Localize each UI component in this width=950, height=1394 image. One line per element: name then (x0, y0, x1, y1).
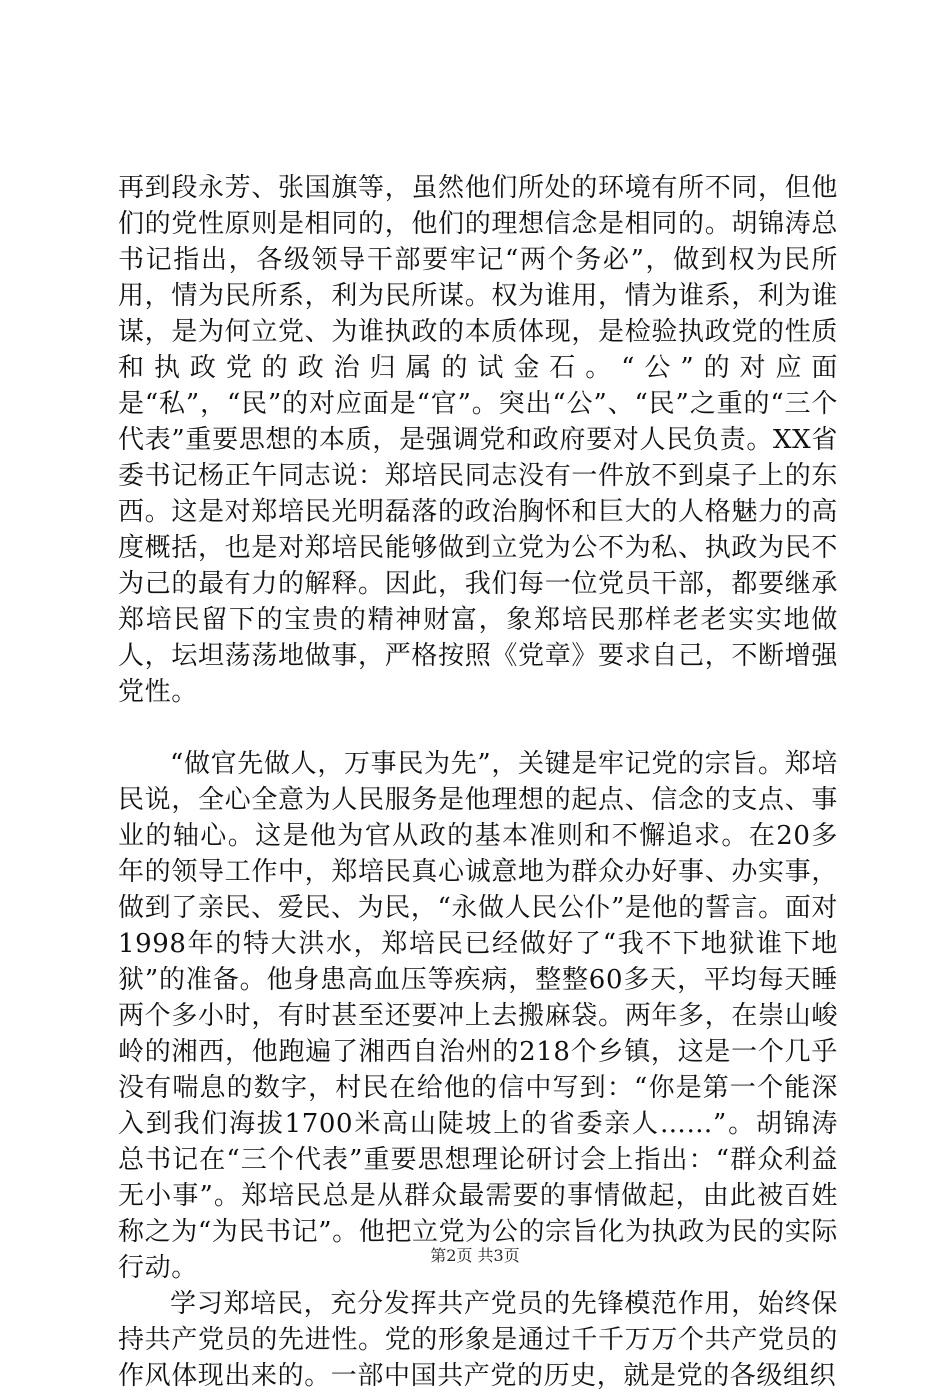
paragraph-zheng-peimin-service: “做官先做人，万事民为先”，关键是牢记党的宗旨。郑培民说，全心全意为人民服务是他理想的起点、信念的支点、事业的轴心。这是他为官从政的基本准则和不懈追求。在20多年的领导工作中，郑培民真心诚意地为群众办好事、办实事，做到了亲民、爱民、为民，“永做人民公仆”是他的誓言。面对1998年的特大洪水，郑培民已经做好了“我不下地狱谁下地狱”的准备。他身患高血压等疾病，整整60多天，平均每天睡两个多小时，有时甚至还要冲上去搬麻袋。两年多，在崇山峻岭的湘西，他跑遍了湘西自治州的218个乡镇，这是一个几乎没有喘息的数字，村民在给他的信中写到：“你是第一个能深入到我们海拔1700米高山陡坡上的省委亲人……”。胡锦涛总书记在“三个代表”重要思想理论研讨会上指出：“群众利益无小事”。郑培民总是从群众最需要的事情做起，由此被百姓称之为“为民书记”。他把立党为公的宗旨化为执政为民的实际行动。 (118, 749, 838, 1283)
paragraph-continued: 再到段永芳、张国旗等，虽然他们所处的环境有所不同，但他们的党性原则是相同的，他们的理想信念是相同的。胡锦涛总书记指出，各级领导干部要牢记“两个务必”，做到权为民所用，情为民所系，利为民所谋。权为谁用，情为谁系，利为谁谋，是为何立党、为谁执政的本质体现，是检验执政党的性质和执政党的政治归属的试金石。“公”的对应面是“私”，“民”的对应面是“官”。突出“公”、“民”之重的“三个代表”重要思想的本质，是强调党和政府要对人民负责。XX省委书记杨正午同志说：郑培民同志没有一件放不到桌子上的东西。这是对郑培民光明磊落的政治胸怀和巨大的人格魅力的高度概括，也是对郑培民能够做到立党为公不为私、执政为民不为己的最有力的解释。因此，我们每一位党员干部，都要继承郑培民留下的宝贵的精神财富，象郑培民那样老老实实地做人，坛坦荡荡地做事，严格按照《党章》要求自己，不断增强党性。 (118, 173, 838, 707)
page-footer: 第2页 共3页 (430, 1246, 520, 1265)
paragraph-vanguard-role: 学习郑培民，充分发挥共产党员的先锋模范作用，始终保持共产党员的先进性。党的形象是通过千千万万个共产党员的作风体现出来的。一部中国共产党的历史，就是党的各级组织 (118, 1289, 838, 1391)
document-body (118, 170, 838, 1394)
